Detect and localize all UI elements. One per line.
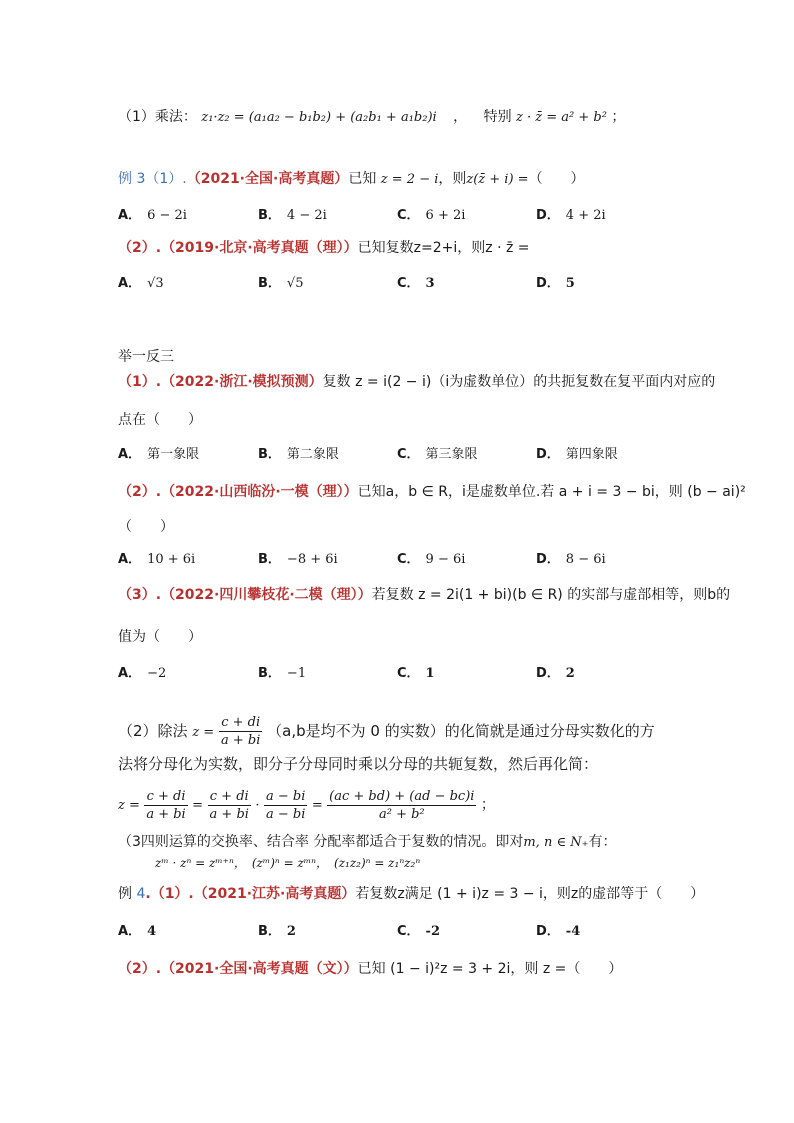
- practice-q1-source: （2022·浙江·模拟预测）: [161, 374, 323, 390]
- mult-end: ；: [611, 109, 626, 125]
- ex3-q2-option-d[interactable]: D． 5: [536, 276, 575, 291]
- practice-q3-text2: 值为（ ）: [118, 629, 202, 645]
- example-3-formula: z = 2 − i: [380, 172, 439, 187]
- practice-q1-text: 复数 z = i(2 − i)（i为虚数单位）的共扼复数在复平面内对应的: [322, 374, 716, 390]
- division-after: （a,b是均不为 0 的实数）的化简就是通过分母实数化的方: [267, 722, 655, 740]
- example-3-text2: ，则: [438, 171, 467, 187]
- practice-q2-source: （2022·山西临汾·一模（理））: [161, 484, 358, 500]
- ex3-q2-text: 已知复数z=2+i，则z · z̄ =: [357, 240, 530, 256]
- example-4-q2: [118, 959, 622, 979]
- rule-3-end: 有：: [588, 834, 617, 850]
- practice-q1-num: （1）.: [118, 374, 162, 390]
- division-fraction: $\frac{c + di}{a + bi}$: [220, 715, 261, 748]
- practice-heading: 举一反三: [118, 349, 174, 365]
- ex4-option-d[interactable]: D． -4: [536, 924, 581, 939]
- division-frac-2: $\frac{c + di}{a + bi}$: [209, 788, 249, 822]
- multiplication-rule: [118, 107, 625, 128]
- example-4-title-a: 例: [118, 886, 132, 902]
- ex3-q2-option-c[interactable]: C． 3: [397, 276, 435, 291]
- division-eq2: =: [192, 798, 204, 813]
- practice-q3-num: （3）.: [118, 587, 162, 603]
- example-4-q1: [118, 884, 704, 904]
- practice-q2-option-d[interactable]: D． 8 − 6i: [536, 552, 606, 567]
- practice-q1-option-c[interactable]: C． 第三象限: [397, 447, 478, 462]
- rule-3-text: （3四则运算的交换率、结合率 分配率都适合于复数的情况。即对: [118, 834, 524, 850]
- practice-q2-option-c[interactable]: C． 9 − 6i: [397, 552, 466, 567]
- example-3-source: （2021·全国·高考真题）: [186, 171, 349, 187]
- practice-q2-option-b[interactable]: B． −8 + 6i: [258, 552, 338, 567]
- practice-q2-num: （2）.: [118, 484, 162, 500]
- division-label: （2）除法: [118, 722, 188, 740]
- practice-q2-option-a[interactable]: A． 10 + 6i: [118, 552, 196, 567]
- practice-q3-option-b[interactable]: B． −1: [258, 666, 307, 681]
- rule-3-cond: m, n ∈ N₊: [523, 835, 589, 850]
- practice-q3: [118, 585, 730, 605]
- mult-special-formula: z · z̄ = a² + b²: [516, 110, 607, 125]
- division-frac-3: $\frac{a - bi}{a - bi}$: [265, 788, 306, 822]
- mult-sep: ，: [453, 109, 468, 125]
- ex4-q2-text: 已知 (1 − i)²z = 3 + 2i，则 z =（ ）: [357, 961, 623, 977]
- ex3-q2-source: （2019·北京·高考真题（理））: [161, 240, 358, 256]
- ex4-q2-source: （2021·全国·高考真题（文））: [161, 961, 358, 977]
- example-3-q1: [118, 169, 585, 190]
- example-3-title: 例 3（1）.: [118, 171, 187, 187]
- ex3-q2-num: （2）.: [118, 240, 162, 256]
- division-dot: ·: [255, 798, 260, 813]
- practice-q2-text2: （ ）: [118, 519, 174, 535]
- example-4-text: 若复数z满足 (1 + i)z = 3 − i，则z的虚部等于（ ）: [355, 886, 705, 902]
- example-4-source: （2021·江苏·高考真题）: [193, 886, 356, 902]
- example-4-title-c: .（1）.: [145, 886, 194, 902]
- division-frac-4: $\frac{(ac + bd) + (ad - bc)i}{\text{a² + b²}}$: [329, 788, 475, 822]
- division-line2: 法将分母化为实数，即分子分母同时乘以分母的共轭复数，然后再化简：: [118, 755, 599, 773]
- practice-q2-text: 已知a，b ∈ R，i是虚数单位.若 a + i = 3 − bi，则 (b − ai)²: [357, 484, 746, 500]
- ex3-option-c[interactable]: C． 6 + 2i: [397, 208, 466, 223]
- practice-q1: [118, 372, 715, 392]
- division-end: ；: [480, 797, 495, 813]
- ex3-option-d[interactable]: D． 4 + 2i: [536, 208, 606, 223]
- ex3-q2-option-a[interactable]: A． √3: [118, 276, 164, 291]
- example-3-text: 已知: [348, 171, 377, 187]
- practice-q1-option-b[interactable]: B． 第二象限: [258, 447, 339, 462]
- practice-q3-source: （2022·四川攀枝花·二模（理））: [161, 587, 372, 603]
- example-3-q2: [118, 238, 530, 258]
- practice-q3-option-c[interactable]: C． 1: [397, 666, 435, 681]
- ex3-option-b[interactable]: B． 4 − 2i: [258, 208, 327, 223]
- practice-q3-text: 若复数 z = 2i(1 + bi)(b ∈ R) 的实部与虚部相等，则b的: [371, 587, 731, 603]
- practice-q1-option-d[interactable]: D． 第四象限: [536, 447, 618, 462]
- division-rule: [118, 713, 655, 751]
- mult-label: （1）乘法：: [118, 109, 197, 125]
- mult-special-label: 特别: [483, 109, 512, 125]
- division-frac-1: $\frac{c + di}{a + bi}$: [146, 788, 186, 822]
- practice-q1-text2: 点在（ ）: [118, 412, 202, 428]
- ex4-q2-num: （2）.: [118, 961, 162, 977]
- practice-q1-option-a[interactable]: A． 第一象限: [118, 447, 200, 462]
- practice-q3-option-a[interactable]: A． −2: [118, 666, 167, 681]
- division-z-eq: z =: [192, 725, 215, 740]
- example-3-formula2: z(z̄ + i) =: [466, 172, 529, 187]
- ex4-option-b[interactable]: B． 2: [258, 924, 296, 939]
- practice-q2: [118, 482, 746, 502]
- example-4-title-b: 4: [136, 886, 146, 902]
- rule-3-formulas: zᵐ · zⁿ = zᵐ⁺ⁿ， (zᵐ)ⁿ = zᵐⁿ， (z₁z₂)ⁿ = z₁ⁿz₂ⁿ: [155, 856, 421, 870]
- division-equation: [118, 784, 495, 827]
- ex4-option-a[interactable]: A． 4: [118, 924, 157, 939]
- mult-formula: z₁·z₂ = (a₁a₂ − b₁b₂) + (a₂b₁ + a₁b₂)i: [201, 110, 437, 125]
- practice-q3-option-d[interactable]: D． 2: [536, 666, 575, 681]
- ex3-q2-option-b[interactable]: B． √5: [258, 276, 304, 291]
- division-eq3: =: [311, 798, 323, 813]
- ex4-option-c[interactable]: C． -2: [397, 924, 440, 939]
- division-eq-z: z =: [118, 798, 140, 813]
- example-3-paren: （ ）: [528, 171, 585, 187]
- ex3-option-a[interactable]: A． 6 − 2i: [118, 208, 187, 223]
- rule-3: [118, 832, 616, 853]
